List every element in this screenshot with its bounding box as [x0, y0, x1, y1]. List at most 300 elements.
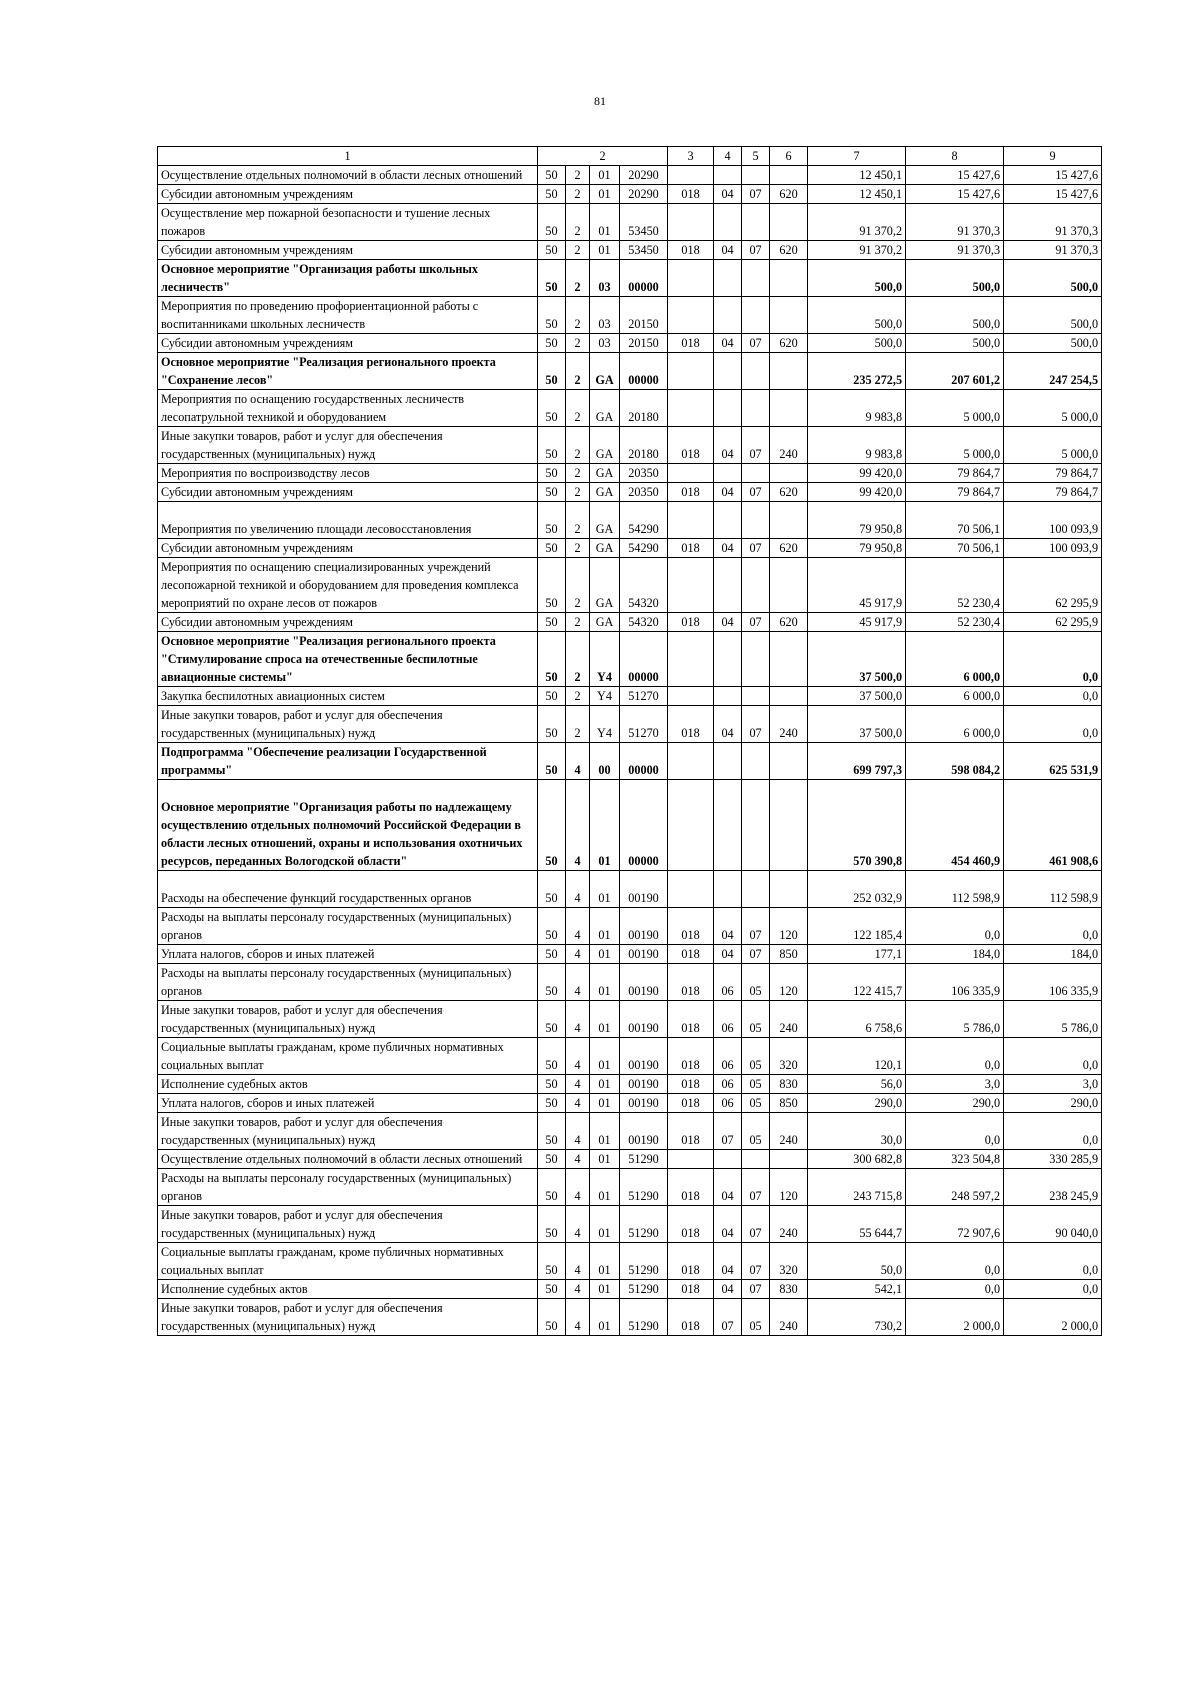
amount-col7-text: 99 420,0: [859, 485, 903, 499]
row-name-text: Расходы на выплаты персоналу государственных (муниципальных) органов: [161, 966, 512, 998]
grbs-text: 018: [681, 1133, 700, 1147]
code-program-cell: [538, 241, 566, 260]
row-name-text: Мероприятия по оснащению государственных лесничеств лесопатрульной техникой и оборудованием: [161, 392, 465, 424]
code-program-text: 50: [545, 947, 558, 961]
section-text: 04: [721, 243, 734, 257]
row-name-cell: [158, 1299, 538, 1336]
row-name-cell: [158, 464, 538, 483]
code-direction-text: 20290: [628, 168, 659, 182]
expense-type-cell: [770, 390, 808, 427]
column-header: 8: [906, 147, 1004, 166]
amount-col9-text: 100 093,9: [1049, 522, 1099, 536]
section-cell: [714, 871, 742, 908]
subsection-text: 07: [749, 541, 762, 555]
amount-col7-text: 122 185,4: [853, 928, 903, 942]
code-subprogram-text: 4: [574, 1096, 581, 1110]
amount-col7-cell: [808, 185, 906, 204]
code-subprogram-text: 4: [574, 1282, 581, 1296]
grbs-cell: [668, 427, 714, 464]
expense-type-cell: [770, 260, 808, 297]
amount-col8-cell: [906, 706, 1004, 743]
code-event-cell: [590, 1206, 620, 1243]
row-name-cell: [158, 780, 538, 871]
amount-col7-cell: [808, 706, 906, 743]
amount-col9-text: 0,0: [1082, 670, 1099, 684]
code-direction-text: 51290: [628, 1319, 659, 1333]
expense-type-text: 620: [779, 541, 798, 555]
row-name-text: Мероприятия по проведению профориентационной работы с воспитанниками школьных лесничеств: [161, 299, 479, 331]
amount-col7-cell: [808, 483, 906, 502]
code-direction-text: 20150: [628, 317, 659, 331]
amount-col7-cell: [808, 908, 906, 945]
row-name-text: Мероприятия по воспроизводству лесов: [161, 466, 370, 480]
table-row: [158, 464, 1102, 483]
table-row: [158, 1169, 1102, 1206]
subsection-cell: [742, 390, 770, 427]
table-row: [158, 613, 1102, 632]
code-program-text: 50: [545, 541, 558, 555]
code-direction-cell: [620, 1075, 668, 1094]
amount-col8-text: 500,0: [972, 317, 1001, 331]
row-name-cell: [158, 260, 538, 297]
table-row: [158, 908, 1102, 945]
subsection-cell: [742, 1094, 770, 1113]
amount-col9-text: 91 370,3: [1055, 224, 1099, 238]
code-event-cell: [590, 502, 620, 539]
code-direction-text: 00000: [628, 280, 659, 294]
code-subprogram-text: 4: [574, 984, 581, 998]
expense-type-cell: [770, 204, 808, 241]
code-program-text: 50: [545, 1021, 558, 1035]
amount-col8-text: 0,0: [984, 1058, 1001, 1072]
section-text: 06: [721, 1096, 734, 1110]
row-name-cell: [158, 1243, 538, 1280]
amount-col8-cell: [906, 908, 1004, 945]
table-row: [158, 1150, 1102, 1169]
amount-col8-cell: [906, 185, 1004, 204]
code-direction-cell: [620, 539, 668, 558]
table-row: [158, 353, 1102, 390]
code-subprogram-cell: [566, 1150, 590, 1169]
row-name-text: Иные закупки товаров, работ и услуг для обеспечения государственных (муниципальных) нужд: [161, 1208, 443, 1240]
grbs-cell: [668, 539, 714, 558]
code-program-cell: [538, 1243, 566, 1280]
code-direction-cell: [620, 204, 668, 241]
code-subprogram-text: 4: [574, 928, 581, 942]
expense-type-text: 850: [779, 1096, 798, 1110]
code-program-cell: [538, 502, 566, 539]
amount-col8-cell: [906, 502, 1004, 539]
amount-col7-cell: [808, 334, 906, 353]
expense-type-text: 830: [779, 1282, 798, 1296]
amount-col9-text: 5 000,0: [1061, 410, 1099, 424]
column-header: 5: [742, 147, 770, 166]
expense-type-cell: [770, 908, 808, 945]
grbs-cell: [668, 945, 714, 964]
code-event-text: 01: [598, 1226, 611, 1240]
amount-col9-text: 112 598,9: [1049, 891, 1099, 905]
code-subprogram-cell: [566, 780, 590, 871]
amount-col8-text: 454 460,9: [951, 854, 1001, 868]
grbs-cell: [668, 260, 714, 297]
code-direction-cell: [620, 1150, 668, 1169]
code-subprogram-cell: [566, 613, 590, 632]
code-program-cell: [538, 558, 566, 613]
amount-col9-cell: [1004, 334, 1102, 353]
code-event-cell: [590, 558, 620, 613]
subsection-cell: [742, 1280, 770, 1299]
amount-col9-text: 79 864,7: [1055, 466, 1099, 480]
code-event-text: GA: [595, 466, 614, 480]
code-subprogram-cell: [566, 185, 590, 204]
row-name-text: Расходы на обеспечение функций государственных органов: [161, 891, 472, 905]
amount-col9-cell: [1004, 427, 1102, 464]
section-text: 04: [721, 541, 734, 555]
expense-type-cell: [770, 1113, 808, 1150]
expense-type-text: 620: [779, 485, 798, 499]
code-program-cell: [538, 427, 566, 464]
code-subprogram-cell: [566, 1075, 590, 1094]
amount-col8-text: 500,0: [972, 280, 1001, 294]
code-direction-text: 20350: [628, 485, 659, 499]
subsection-text: 07: [749, 187, 762, 201]
code-event-cell: [590, 334, 620, 353]
amount-col9-cell: [1004, 502, 1102, 539]
amount-col9-text: 290,0: [1070, 1096, 1099, 1110]
code-event-cell: [590, 353, 620, 390]
amount-col7-text: 79 950,8: [859, 541, 903, 555]
subsection-cell: [742, 706, 770, 743]
subsection-text: 05: [749, 1096, 762, 1110]
amount-col9-cell: [1004, 204, 1102, 241]
code-direction-text: 00190: [628, 891, 659, 905]
amount-col9-text: 5 786,0: [1061, 1021, 1099, 1035]
expense-type-text: 320: [779, 1058, 798, 1072]
code-event-cell: [590, 539, 620, 558]
row-name-cell: [158, 353, 538, 390]
code-direction-text: 00190: [628, 947, 659, 961]
subsection-cell: [742, 539, 770, 558]
amount-col9-cell: [1004, 964, 1102, 1001]
row-name-cell: [158, 706, 538, 743]
column-header: 1: [158, 147, 538, 166]
code-event-cell: [590, 1038, 620, 1075]
row-name-text: Расходы на выплаты персоналу государственных (муниципальных) органов: [161, 910, 512, 942]
subsection-text: 07: [749, 243, 762, 257]
amount-col9-text: 0,0: [1082, 1058, 1099, 1072]
subsection-cell: [742, 297, 770, 334]
amount-col8-cell: [906, 632, 1004, 687]
code-event-text: 01: [598, 1263, 611, 1277]
amount-col8-text: 500,0: [972, 336, 1001, 350]
expense-type-cell: [770, 743, 808, 780]
code-program-text: 50: [545, 1263, 558, 1277]
code-subprogram-cell: [566, 908, 590, 945]
subsection-cell: [742, 166, 770, 185]
code-direction-cell: [620, 1094, 668, 1113]
code-direction-cell: [620, 1113, 668, 1150]
row-name-cell: [158, 687, 538, 706]
code-subprogram-text: 2: [574, 541, 581, 555]
code-event-cell: [590, 1299, 620, 1336]
row-name-cell: [158, 871, 538, 908]
header-row: [158, 147, 1102, 166]
code-program-cell: [538, 1113, 566, 1150]
grbs-text: 018: [681, 1263, 700, 1277]
subsection-cell: [742, 1150, 770, 1169]
code-direction-text: 51290: [628, 1226, 659, 1240]
code-event-cell: [590, 632, 620, 687]
grbs-text: 018: [681, 1319, 700, 1333]
amount-col9-text: 5 000,0: [1061, 447, 1099, 461]
expense-type-text: 240: [779, 1226, 798, 1240]
grbs-cell: [668, 780, 714, 871]
amount-col7-text: 570 390,8: [853, 854, 903, 868]
amount-col7-text: 30,0: [880, 1133, 903, 1147]
amount-col9-text: 330 285,9: [1049, 1152, 1099, 1166]
row-name-cell: [158, 743, 538, 780]
code-subprogram-cell: [566, 353, 590, 390]
section-cell: [714, 1113, 742, 1150]
code-subprogram-cell: [566, 1206, 590, 1243]
amount-col7-cell: [808, 1280, 906, 1299]
amount-col8-text: 290,0: [972, 1096, 1001, 1110]
code-program-cell: [538, 871, 566, 908]
code-subprogram-cell: [566, 390, 590, 427]
grbs-text: 018: [681, 1096, 700, 1110]
code-program-text: 50: [545, 187, 558, 201]
amount-col7-cell: [808, 1038, 906, 1075]
grbs-text: 018: [681, 447, 700, 461]
amount-col9-cell: [1004, 483, 1102, 502]
table-row: [158, 204, 1102, 241]
section-cell: [714, 558, 742, 613]
grbs-cell: [668, 1075, 714, 1094]
code-subprogram-text: 4: [574, 1058, 581, 1072]
code-program-cell: [538, 1001, 566, 1038]
column-header: 9: [1004, 147, 1102, 166]
code-subprogram-text: 2: [574, 410, 581, 424]
code-program-cell: [538, 1075, 566, 1094]
subsection-cell: [742, 1299, 770, 1336]
table-row: [158, 1299, 1102, 1336]
code-subprogram-text: 4: [574, 1152, 581, 1166]
subsection-cell: [742, 871, 770, 908]
section-cell: [714, 632, 742, 687]
section-cell: [714, 1094, 742, 1113]
section-cell: [714, 908, 742, 945]
table-row: [158, 260, 1102, 297]
code-event-cell: [590, 1150, 620, 1169]
row-name-text: Мероприятия по увеличению площади лесовосстановления: [161, 522, 472, 536]
code-subprogram-cell: [566, 706, 590, 743]
row-name-text: Расходы на выплаты персоналу государственных (муниципальных) органов: [161, 1171, 512, 1203]
amount-col8-text: 598 084,2: [951, 763, 1001, 777]
code-event-text: GA: [595, 541, 614, 555]
amount-col8-text: 5 786,0: [963, 1021, 1001, 1035]
amount-col7-cell: [808, 1075, 906, 1094]
amount-col8-cell: [906, 204, 1004, 241]
code-program-cell: [538, 706, 566, 743]
section-text: 04: [721, 1189, 734, 1203]
amount-col7-cell: [808, 632, 906, 687]
grbs-cell: [668, 166, 714, 185]
amount-col9-text: 3,0: [1082, 1077, 1099, 1091]
table-row: [158, 539, 1102, 558]
code-direction-cell: [620, 1299, 668, 1336]
row-name-text: Осуществление отдельных полномочий в области лесных отношений: [161, 168, 523, 182]
amount-col9-cell: [1004, 871, 1102, 908]
subsection-text: 07: [749, 928, 762, 942]
table-row: [158, 945, 1102, 964]
grbs-text: 018: [681, 1077, 700, 1091]
code-program-text: 50: [545, 243, 558, 257]
subsection-text: 07: [749, 485, 762, 499]
amount-col9-cell: [1004, 632, 1102, 687]
amount-col8-cell: [906, 964, 1004, 1001]
code-program-cell: [538, 632, 566, 687]
code-program-text: 50: [545, 168, 558, 182]
code-event-cell: [590, 427, 620, 464]
code-event-text: 01: [598, 1282, 611, 1296]
row-name-text: Исполнение судебных актов: [161, 1077, 308, 1091]
subsection-cell: [742, 185, 770, 204]
section-cell: [714, 1243, 742, 1280]
code-event-text: 01: [598, 1096, 611, 1110]
row-name-text: Уплата налогов, сборов и иных платежей: [161, 1096, 375, 1110]
row-name-text: Основное мероприятие "Реализация регионального проекта "Сохранение лесов": [161, 355, 496, 387]
amount-col9-cell: [1004, 945, 1102, 964]
code-direction-cell: [620, 1243, 668, 1280]
section-cell: [714, 390, 742, 427]
amount-col7-text: 122 415,7: [853, 984, 903, 998]
code-direction-cell: [620, 464, 668, 483]
page-number: 81: [594, 94, 606, 108]
code-direction-cell: [620, 166, 668, 185]
amount-col9-text: 90 040,0: [1055, 1226, 1099, 1240]
subsection-cell: [742, 241, 770, 260]
code-subprogram-text: 2: [574, 522, 581, 536]
row-name-text: Подпрограмма "Обеспечение реализации Государственной программы": [161, 745, 487, 777]
code-direction-text: 20150: [628, 336, 659, 350]
code-subprogram-cell: [566, 204, 590, 241]
code-event-text: Y4: [597, 726, 612, 740]
code-program-cell: [538, 743, 566, 780]
amount-col7-text: 290,0: [874, 1096, 903, 1110]
subsection-cell: [742, 1038, 770, 1075]
subsection-text: 05: [749, 1058, 762, 1072]
section-cell: [714, 743, 742, 780]
amount-col7-text: 699 797,3: [853, 763, 903, 777]
code-direction-cell: [620, 964, 668, 1001]
amount-col7-text: 37 500,0: [859, 726, 903, 740]
code-subprogram-text: 4: [574, 854, 581, 868]
code-program-cell: [538, 204, 566, 241]
table-row: [158, 241, 1102, 260]
code-event-cell: [590, 706, 620, 743]
amount-col9-cell: [1004, 1206, 1102, 1243]
amount-col7-cell: [808, 297, 906, 334]
amount-col9-cell: [1004, 464, 1102, 483]
code-program-cell: [538, 539, 566, 558]
amount-col9-cell: [1004, 1075, 1102, 1094]
code-event-cell: [590, 1001, 620, 1038]
grbs-cell: [668, 204, 714, 241]
row-name-cell: [158, 185, 538, 204]
section-text: 04: [721, 1226, 734, 1240]
amount-col7-text: 235 272,5: [853, 373, 903, 387]
code-program-cell: [538, 166, 566, 185]
subsection-text: 07: [749, 1263, 762, 1277]
amount-col7-cell: [808, 871, 906, 908]
amount-col9-cell: [1004, 687, 1102, 706]
row-name-cell: [158, 632, 538, 687]
code-direction-text: 00000: [628, 670, 659, 684]
code-event-cell: [590, 945, 620, 964]
subsection-cell: [742, 353, 770, 390]
section-text: 04: [721, 187, 734, 201]
grbs-cell: [668, 185, 714, 204]
code-direction-cell: [620, 502, 668, 539]
expense-type-text: 830: [779, 1077, 798, 1091]
code-direction-cell: [620, 353, 668, 390]
code-program-cell: [538, 1169, 566, 1206]
amount-col8-cell: [906, 613, 1004, 632]
amount-col7-text: 177,1: [874, 947, 903, 961]
expense-type-text: 120: [779, 1189, 798, 1203]
amount-col7-cell: [808, 260, 906, 297]
amount-col8-text: 0,0: [984, 1282, 1001, 1296]
code-direction-cell: [620, 780, 668, 871]
subsection-cell: [742, 613, 770, 632]
amount-col8-text: 3,0: [984, 1077, 1001, 1091]
code-program-cell: [538, 185, 566, 204]
code-direction-text: 20350: [628, 466, 659, 480]
code-subprogram-cell: [566, 1094, 590, 1113]
amount-col9-cell: [1004, 1299, 1102, 1336]
code-subprogram-cell: [566, 1280, 590, 1299]
row-name-text: Социальные выплаты гражданам, кроме публичных нормативных социальных выплат: [161, 1245, 504, 1277]
grbs-text: 018: [681, 1282, 700, 1296]
subsection-cell: [742, 1113, 770, 1150]
amount-col7-text: 500,0: [874, 336, 903, 350]
code-event-cell: [590, 464, 620, 483]
code-direction-text: 53450: [628, 224, 659, 238]
code-program-text: 50: [545, 984, 558, 998]
code-subprogram-text: 2: [574, 726, 581, 740]
amount-col8-text: 6 000,0: [963, 726, 1001, 740]
expense-type-text: 120: [779, 928, 798, 942]
amount-col7-text: 9 983,8: [865, 410, 903, 424]
code-subprogram-cell: [566, 427, 590, 464]
expense-type-cell: [770, 185, 808, 204]
code-subprogram-cell: [566, 964, 590, 1001]
amount-col9-text: 15 427,6: [1055, 168, 1099, 182]
code-subprogram-text: 2: [574, 447, 581, 461]
section-cell: [714, 185, 742, 204]
grbs-text: 018: [681, 243, 700, 257]
section-text: 04: [721, 1282, 734, 1296]
grbs-cell: [668, 1150, 714, 1169]
amount-col8-cell: [906, 1169, 1004, 1206]
code-program-text: 50: [545, 854, 558, 868]
expense-type-cell: [770, 632, 808, 687]
grbs-cell: [668, 743, 714, 780]
section-text: 04: [721, 615, 734, 629]
code-program-cell: [538, 1038, 566, 1075]
expense-type-text: 620: [779, 615, 798, 629]
amount-col8-cell: [906, 166, 1004, 185]
